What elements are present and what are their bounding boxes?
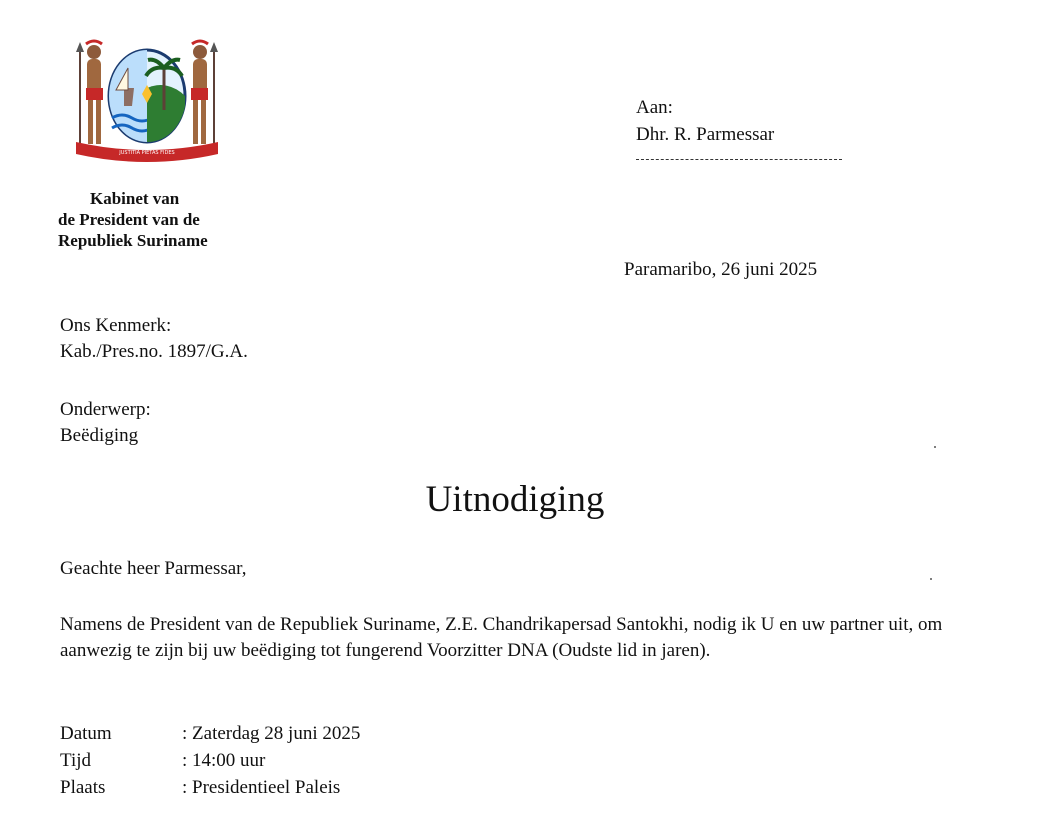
detail-row [60, 747, 360, 774]
detail-row [60, 720, 360, 747]
right-supporter-figure [191, 41, 218, 148]
recipient-label: Aan: [636, 97, 673, 118]
scan-speck [930, 578, 932, 580]
detail-row [60, 774, 360, 801]
letter-date: Paramaribo, 26 juni 2025 [624, 259, 818, 280]
detail-label: Plaats [60, 777, 106, 798]
recipient-block [636, 94, 774, 148]
sender-line: Kabinet van [90, 189, 180, 208]
event-details [60, 720, 360, 801]
detail-value: : Zaterdag 28 juni 2025 [182, 723, 361, 744]
sender-line: Republiek Suriname [58, 231, 208, 250]
detail-value: : 14:00 uur [182, 750, 266, 771]
coat-of-arms-icon [72, 38, 222, 164]
left-supporter-figure [76, 41, 103, 148]
recipient-divider [636, 159, 842, 160]
letter-body: Namens de President van de Republiek Suriname, Z.E. Chandrikapersad Santokhi, nodig ik U en uw partner uit, om aanwezig te zijn bij uw beëdiging tot fungerend Voorzitter DNA (Oudste lid in jaren). [60, 614, 943, 661]
detail-label: Datum [60, 723, 112, 744]
sender-line: de President van de [58, 210, 200, 229]
salutation: Geachte heer Parmessar, [60, 558, 247, 579]
subject-label: Onderwerp: [60, 399, 151, 420]
svg-text:JUSTITIA PIETAS FIDES: JUSTITIA PIETAS FIDES [119, 150, 175, 156]
subject-value: Beëdiging [60, 425, 139, 446]
reference-label: Ons Kenmerk: [60, 315, 172, 336]
detail-label: Tijd [60, 750, 91, 771]
scan-speck [934, 446, 936, 448]
motto-banner [76, 142, 218, 162]
recipient-name: Dhr. R. Parmessar [636, 124, 775, 145]
detail-value: : Presidentieel Paleis [182, 777, 341, 798]
reference-block [60, 313, 248, 365]
shield [109, 50, 185, 142]
reference-value: Kab./Pres.no. 1897/G.A. [60, 341, 248, 362]
letter-title: Uitnodiging [425, 479, 605, 520]
subject-block [60, 397, 151, 449]
sender-block [58, 188, 208, 251]
